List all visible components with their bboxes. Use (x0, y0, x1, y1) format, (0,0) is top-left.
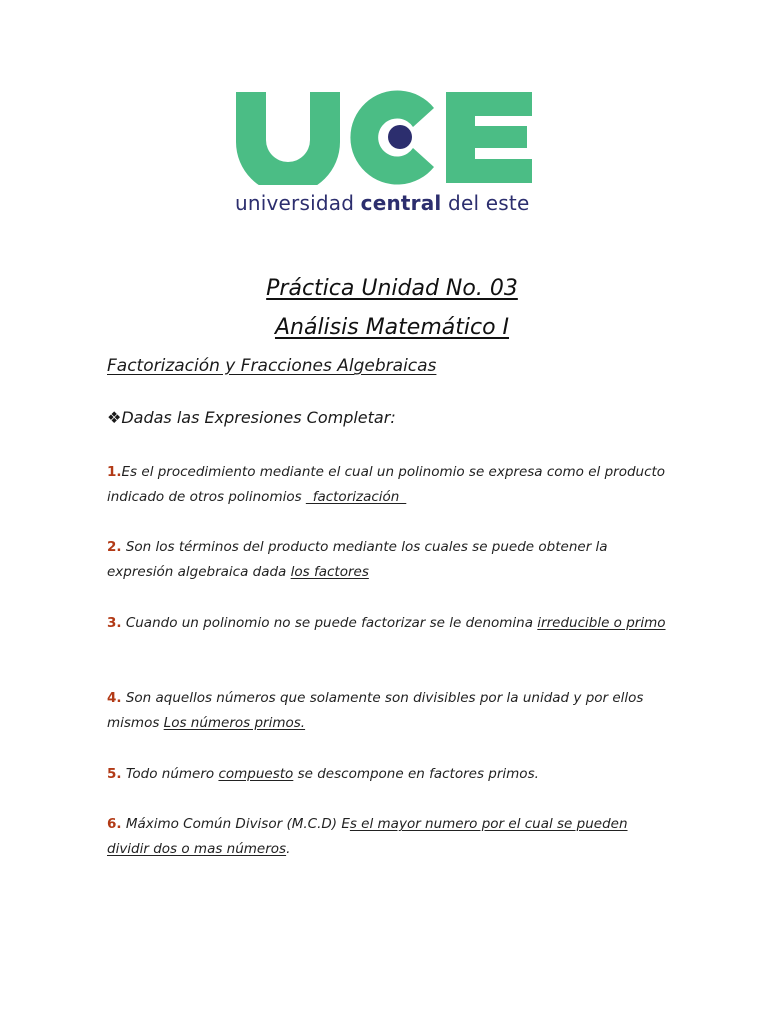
uce-logo-mark (234, 90, 534, 185)
university-name: universidad central del este (235, 191, 530, 215)
instruction: ❖Dadas las Expresiones Completar: (107, 408, 396, 427)
list-item: 4. Son aquellos números que solamente son divisibles por la unidad y por ellos mismos Los números primos. (107, 690, 644, 731)
list-item: 3. Cuando un polinomio no se puede factorizar se le denomina irreducible o primo (107, 615, 666, 631)
list-item: 2. Son los términos del producto mediante los cuales se puede obtener la expresión algebraica dada los factores (107, 539, 608, 580)
list-item: 1.Es el procedimiento mediante el cual un polinomio se expresa como el producto indicado de otros polinomios _factorización_ (107, 464, 666, 505)
topic-subtitle: Factorización y Fracciones Algebraicas (107, 356, 437, 376)
list-item: 6. Máximo Común Divisor (M.C.D) Es el mayor numero por el cual se pueden dividir dos o mas números. (107, 816, 628, 857)
diamond-bullet-icon: ❖ (107, 408, 122, 427)
practice-title: Práctica Unidad No. 03 (266, 276, 518, 301)
course-title: Análisis Matemático I (274, 315, 510, 340)
list-item: 5. Todo número compuesto se descompone en factores primos. (107, 766, 539, 782)
